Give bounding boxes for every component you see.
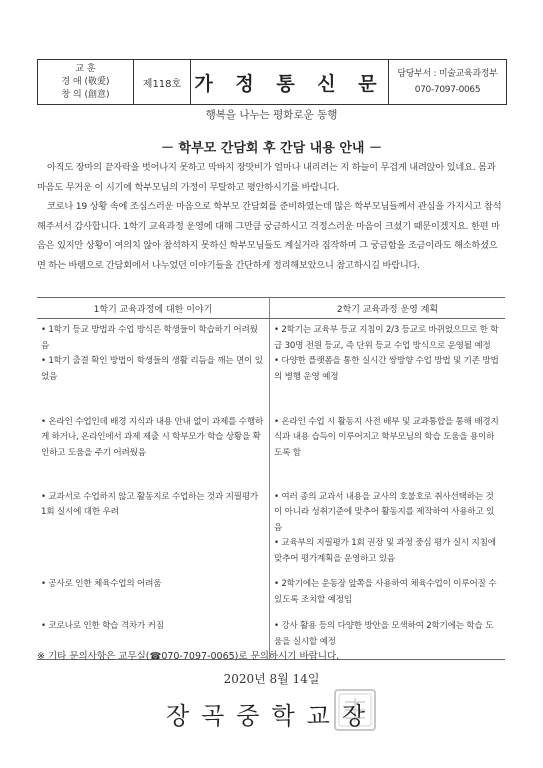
table-cell-right xyxy=(270,567,506,609)
table-cell-right xyxy=(270,407,506,478)
table-row xyxy=(37,567,505,609)
motto-line: 경 애 (敬愛) xyxy=(61,76,110,87)
list-item: • 교과서로 수업하지 않고 활동지로 수업하는 것과 지필평가 1회 실시에 대한 우려 xyxy=(41,491,259,517)
list-item: • 2학기는 교육부 등교 지침이 2/3 등교로 바뀌었으므로 한 학급 30명 전원 등교, 즉 단위 등교 수업 방식으로 운영될 예정 xyxy=(274,325,499,351)
inquiry-note: ※ 기타 문의사항은 교무실(☎070-7097-0065)로 문의하시기 바랍니다. xyxy=(37,651,340,662)
motto-line: 교 훈 xyxy=(75,63,96,74)
list-item: • 1학기 등교 방법과 수업 방식은 학생들이 학습하기 어려웠음 xyxy=(41,325,258,351)
intro-paragraph: 코로나 19 상황 속에 조심스러운 마음으로 학부모 간담회를 준비하였는데 많은 학부모님들께서 관심을 가지시고 참석해주셔서 감사합니다. 1학기 교육과정 운영에 대해 그만큼 궁금하시고 걱정스러운 마음이 크셨기 때문이겠지요. 한편 마음은 있지만 상황이 여의치 않아 참석하지 못하신 학부모님들도 계실거라 짐작하며 그 궁금함을 조금이라도 해소하셨으면 하는 바램으로 간담회에서 나누었던 이야기들을 간단하게 정리해보았으니 참고하시길 바랍니다. xyxy=(37,201,502,271)
principal-signature: 장곡중학교장 xyxy=(165,702,378,730)
table-cell-left xyxy=(37,567,270,609)
table-cell-left xyxy=(37,478,270,568)
table-row xyxy=(37,407,505,478)
intro-paragraph: 아직도 장마의 끝자락을 벗어나지 못하고 막바지 장맛비가 얼마나 내리려는 지 하늘이 무겁게 내려앉아 있네요. 몸과 마음도 무거운 이 시기에 학부모님의 가정이 무탈하고 평안하시기를 바랍니다. xyxy=(37,162,496,193)
header-second-semester: 2학기 교육과정 운영 계획 xyxy=(270,298,506,319)
school-motto xyxy=(38,60,134,104)
contact-department: 담당부서 : 미술교육과정부 xyxy=(397,69,498,79)
list-item: • 여러 종의 교과서 내용을 교사의 호불호로 취사선택하는 것이 아니라 성취기준에 맞추어 활동지를 제작하여 사용하고 있음 xyxy=(274,491,495,533)
table-row xyxy=(37,478,505,568)
issue-date: 2020년 8월 14일 xyxy=(223,672,320,686)
list-item: • 온라인 수업인데 배경 지식과 내용 안내 없이 과제를 수행하게 하거나, 온라인에서 과제 제출 시 학부모가 학습 상황을 확인하고 도움을 주기 어려웠음 xyxy=(41,416,264,458)
table-cell-right xyxy=(270,478,506,568)
table-row xyxy=(37,319,505,407)
table-cell-left xyxy=(37,319,270,407)
intro-text xyxy=(37,158,505,276)
header-first-semester: 1학기 교육과정에 대한 이야기 xyxy=(37,298,270,319)
contact-phone: 070-7097-0065 xyxy=(414,85,481,95)
list-item: • 온라인 수업 시 활동지 사전 배부 및 교과통합을 통해 배경지식과 내용 습득이 이루어지고 학부모님의 학습 도움을 용이하도록 함 xyxy=(274,416,499,458)
meeting-summary-table xyxy=(37,297,505,660)
list-item: • 공사로 인한 체육수업의 어려움 xyxy=(41,579,162,589)
motto-line: 창 의 (創意) xyxy=(61,89,110,100)
table-cell-left xyxy=(37,407,270,478)
slogan: 행복을 나누는 평화로운 동행 xyxy=(205,109,338,121)
table-cell-right xyxy=(270,319,506,407)
document-title: － 학부모 간담회 후 간담 내용 안내 － xyxy=(161,141,382,156)
list-item: • 2학기에는 운동장 앞쪽을 사용하여 체육수업이 이루어질 수 있도록 조치할 예정임 xyxy=(274,579,497,605)
newsletter-title: 가 정 통 신 문 xyxy=(191,60,389,104)
table-header-row xyxy=(37,298,505,319)
list-item: • 1학기 출결 확인 방법이 학생들의 생활 리듬을 깨는 면이 있었음 xyxy=(41,356,263,382)
header-box xyxy=(37,59,507,105)
issue-number: 제118호 xyxy=(134,60,191,104)
list-item: • 코로나로 인한 학습 격차가 커짐 xyxy=(41,621,164,631)
list-item: • 다양한 플랫폼을 통한 실시간 쌍방향 수업 방법 및 기존 방법의 병행 운영 예정 xyxy=(274,356,499,382)
contact-info xyxy=(389,60,506,104)
list-item: • 강사 활용 등의 다양한 방안을 모색하여 2학기에는 학습 도움을 실시할 예정 xyxy=(274,621,494,647)
list-item: • 교육부의 지필평가 1회 권장 및 과정 중심 평가 실시 지침에 맞추어 평가계획을 운영하고 있음 xyxy=(274,538,496,564)
